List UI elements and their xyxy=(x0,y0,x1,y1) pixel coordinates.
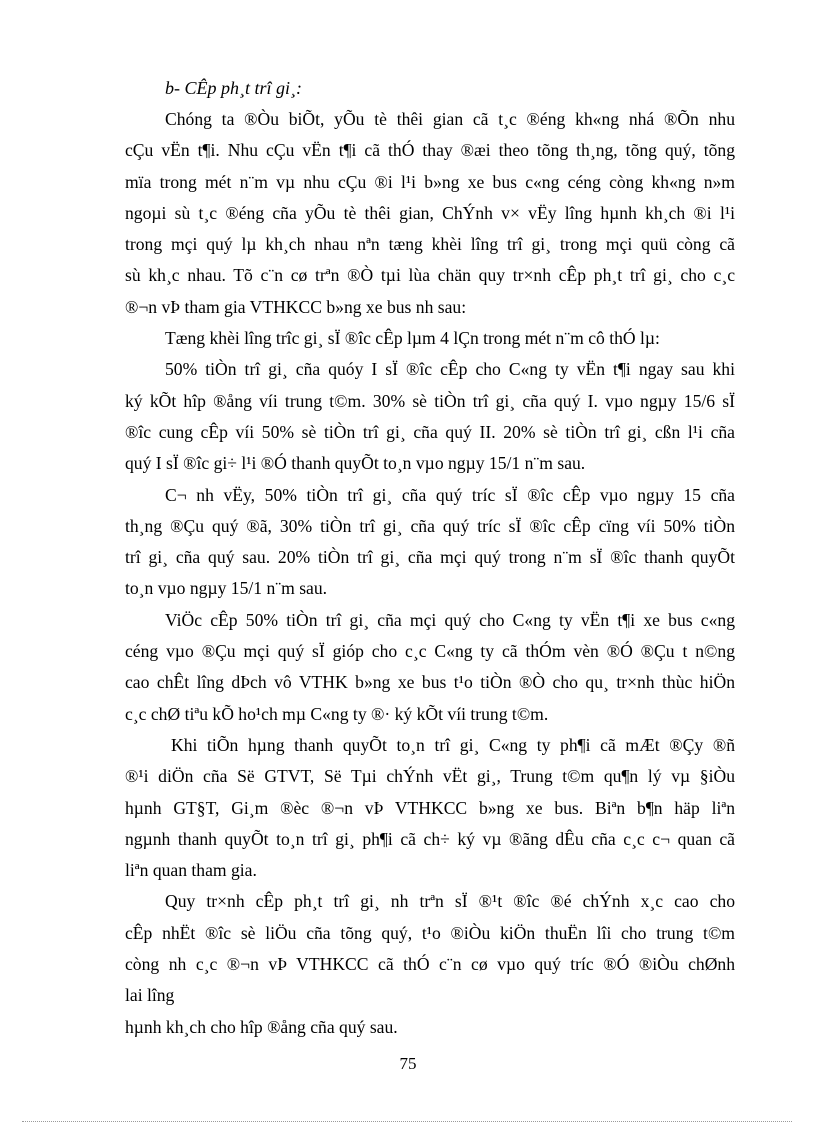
text-line: lai lîng xyxy=(125,985,175,1006)
text-line: quý I sÏ ®îc gi÷ l¹i ®Ó thanh quyÕt to¸n vµo ngµy 15/1 n¨m sau. xyxy=(125,453,586,474)
text-line: mïa trong mét n¨m vµ nhu cÇu ®i l¹i b»ng xe bus c«ng céng còng kh«ng n»m xyxy=(125,171,735,192)
text-line: Quy tr×nh cÊp ph¸t trî gi¸ nh trªn sÏ ®¹t ®îc ®é chÝnh x¸c cao cho xyxy=(165,891,735,912)
text-line: c¸c chØ tiªu kÕ ho¹ch mµ C«ng ty ®· ký kÕt víi trung t©m. xyxy=(125,703,549,724)
text-line: ®¹i diÖn cña Së GTVT, Së Tµi chÝnh vËt gi¸, Trung t©m qu¶n lý vµ §iÒu xyxy=(125,766,735,787)
paragraph xyxy=(125,323,735,354)
paragraph xyxy=(125,605,735,730)
paragraph xyxy=(125,886,735,1042)
section-heading: b- CÊp ph¸t trî gi¸: xyxy=(165,78,302,98)
text-line: ngµnh thanh quyÕt to¸n trî gi¸ ph¶i cã ch÷ ký vµ ®ãng dÊu cña c¸c c¬ quan cã xyxy=(125,828,735,849)
text-line: liªn quan tham gia. xyxy=(125,860,257,881)
paragraph xyxy=(125,104,735,323)
text-line: cÇu vËn t¶i. Nhu cÇu vËn t¶i cã thÓ thay ®æi theo tõng th¸ng, tõng quý, tõng xyxy=(125,140,735,161)
text-line: cÊp nhËt ®îc sè liÖu cña tõng quý, t¹o ®iÒu kiÖn thuËn lîi cho trung t©m xyxy=(125,922,735,943)
text-line: ký kÕt hîp ®ång víi trung t©m. 30% sè tiÒn trî gi¸ cña quý I. vµo ngµy 15/6 sÏ xyxy=(125,390,735,411)
text-line: trî gi¸ cña quý sau. 20% tiÒn trî gi¸ cña mçi quý trong n¨m sÏ ®îc thanh quyÕt xyxy=(125,547,735,568)
footer-dotted-rule xyxy=(22,1121,792,1122)
text-line: ®îc cung cÊp víi 50% sè tiÒn trî gi¸ cña quý II. 20% sè tiÒn trî gi¸ cßn l¹i cña xyxy=(125,421,735,442)
text-line: C¬ nh vËy, 50% tiÒn trî gi¸ cña quý tríc sÏ ®îc cÊp vµo ngµy 15 cña xyxy=(165,484,735,505)
document-body xyxy=(125,72,735,1043)
text-line: ngoµi sù t¸c ®éng cña yÕu tè thêi gian, ChÝnh v× vËy lîng hµnh kh¸ch ®i l¹i xyxy=(125,202,735,223)
text-line: hµnh GT§T, Gi¸m ®èc ®¬n vÞ VTHKCC b»ng xe bus. Biªn b¶n häp liªn xyxy=(125,797,735,818)
text-line: sù kh¸c nhau. Tõ c¨n cø trªn ®Ò tµi lùa chän quy tr×nh cÊp ph¸t trî gi¸ cho c¸c xyxy=(125,265,735,286)
text-line: céng vµo ®Çu mçi quý sÏ gióp cho c¸c C«ng ty cã thÓm vèn ®Ó ®Çu t n©ng xyxy=(125,641,735,662)
text-line: hµnh kh¸ch cho hîp ®ång cña quý sau. xyxy=(125,1016,398,1037)
text-line: Khi tiÕn hµng thanh quyÕt to¸n trî gi¸ C«ng ty ph¶i cã mÆt ®Çy ®ñ xyxy=(171,734,735,755)
paragraph xyxy=(125,730,735,886)
text-line: còng nh c¸c ®¬n vÞ VTHKCC cã thÓ c¨n cø vµo quý tríc ®Ó ®iÒu chØnh xyxy=(125,954,735,975)
text-line: th¸ng ®Çu quý ®ã, 30% tiÒn trî gi¸ cña quý tríc sÏ ®îc cÊp cïng víi 50% tiÒn xyxy=(125,515,735,536)
text-line: trong mçi quý lµ kh¸ch nhau nªn tæng khèi lîng trî gi¸ trong mçi quü còng cã xyxy=(125,234,735,255)
text-line: ®¬n vÞ tham gia VTHKCC b»ng xe bus nh sau: xyxy=(125,296,467,317)
page-number: 75 xyxy=(399,1054,417,1073)
text-line: 50% tiÒn trî gi¸ cña quóy I sÏ ®îc cÊp cho C«ng ty vËn t¶i ngay sau khi xyxy=(165,359,735,380)
text-line: Tæng khèi lîng trîc gi¸ sÏ ®îc cÊp lµm 4 lÇn trong mét n¨m cô thÓ lµ: xyxy=(165,328,660,349)
text-line: ViÖc cÊp 50% tiÒn trî gi¸ cña mçi quý cho C«ng ty vËn t¶i xe bus c«ng xyxy=(165,609,735,630)
text-line: to¸n vµo ngµy 15/1 n¨m sau. xyxy=(125,578,328,599)
text-line: Chóng ta ®Òu biÕt, yÕu tè thêi gian cã t¸c ®éng kh«ng nhá ®Õn nhu xyxy=(165,109,735,129)
paragraph xyxy=(125,480,735,605)
paragraph xyxy=(125,354,735,479)
text-line: cao chÊt lîng dÞch vô VTHK b»ng xe bus t¹o tiÒn ®Ò cho qu¸ tr×nh thùc hiÖn xyxy=(125,672,735,693)
